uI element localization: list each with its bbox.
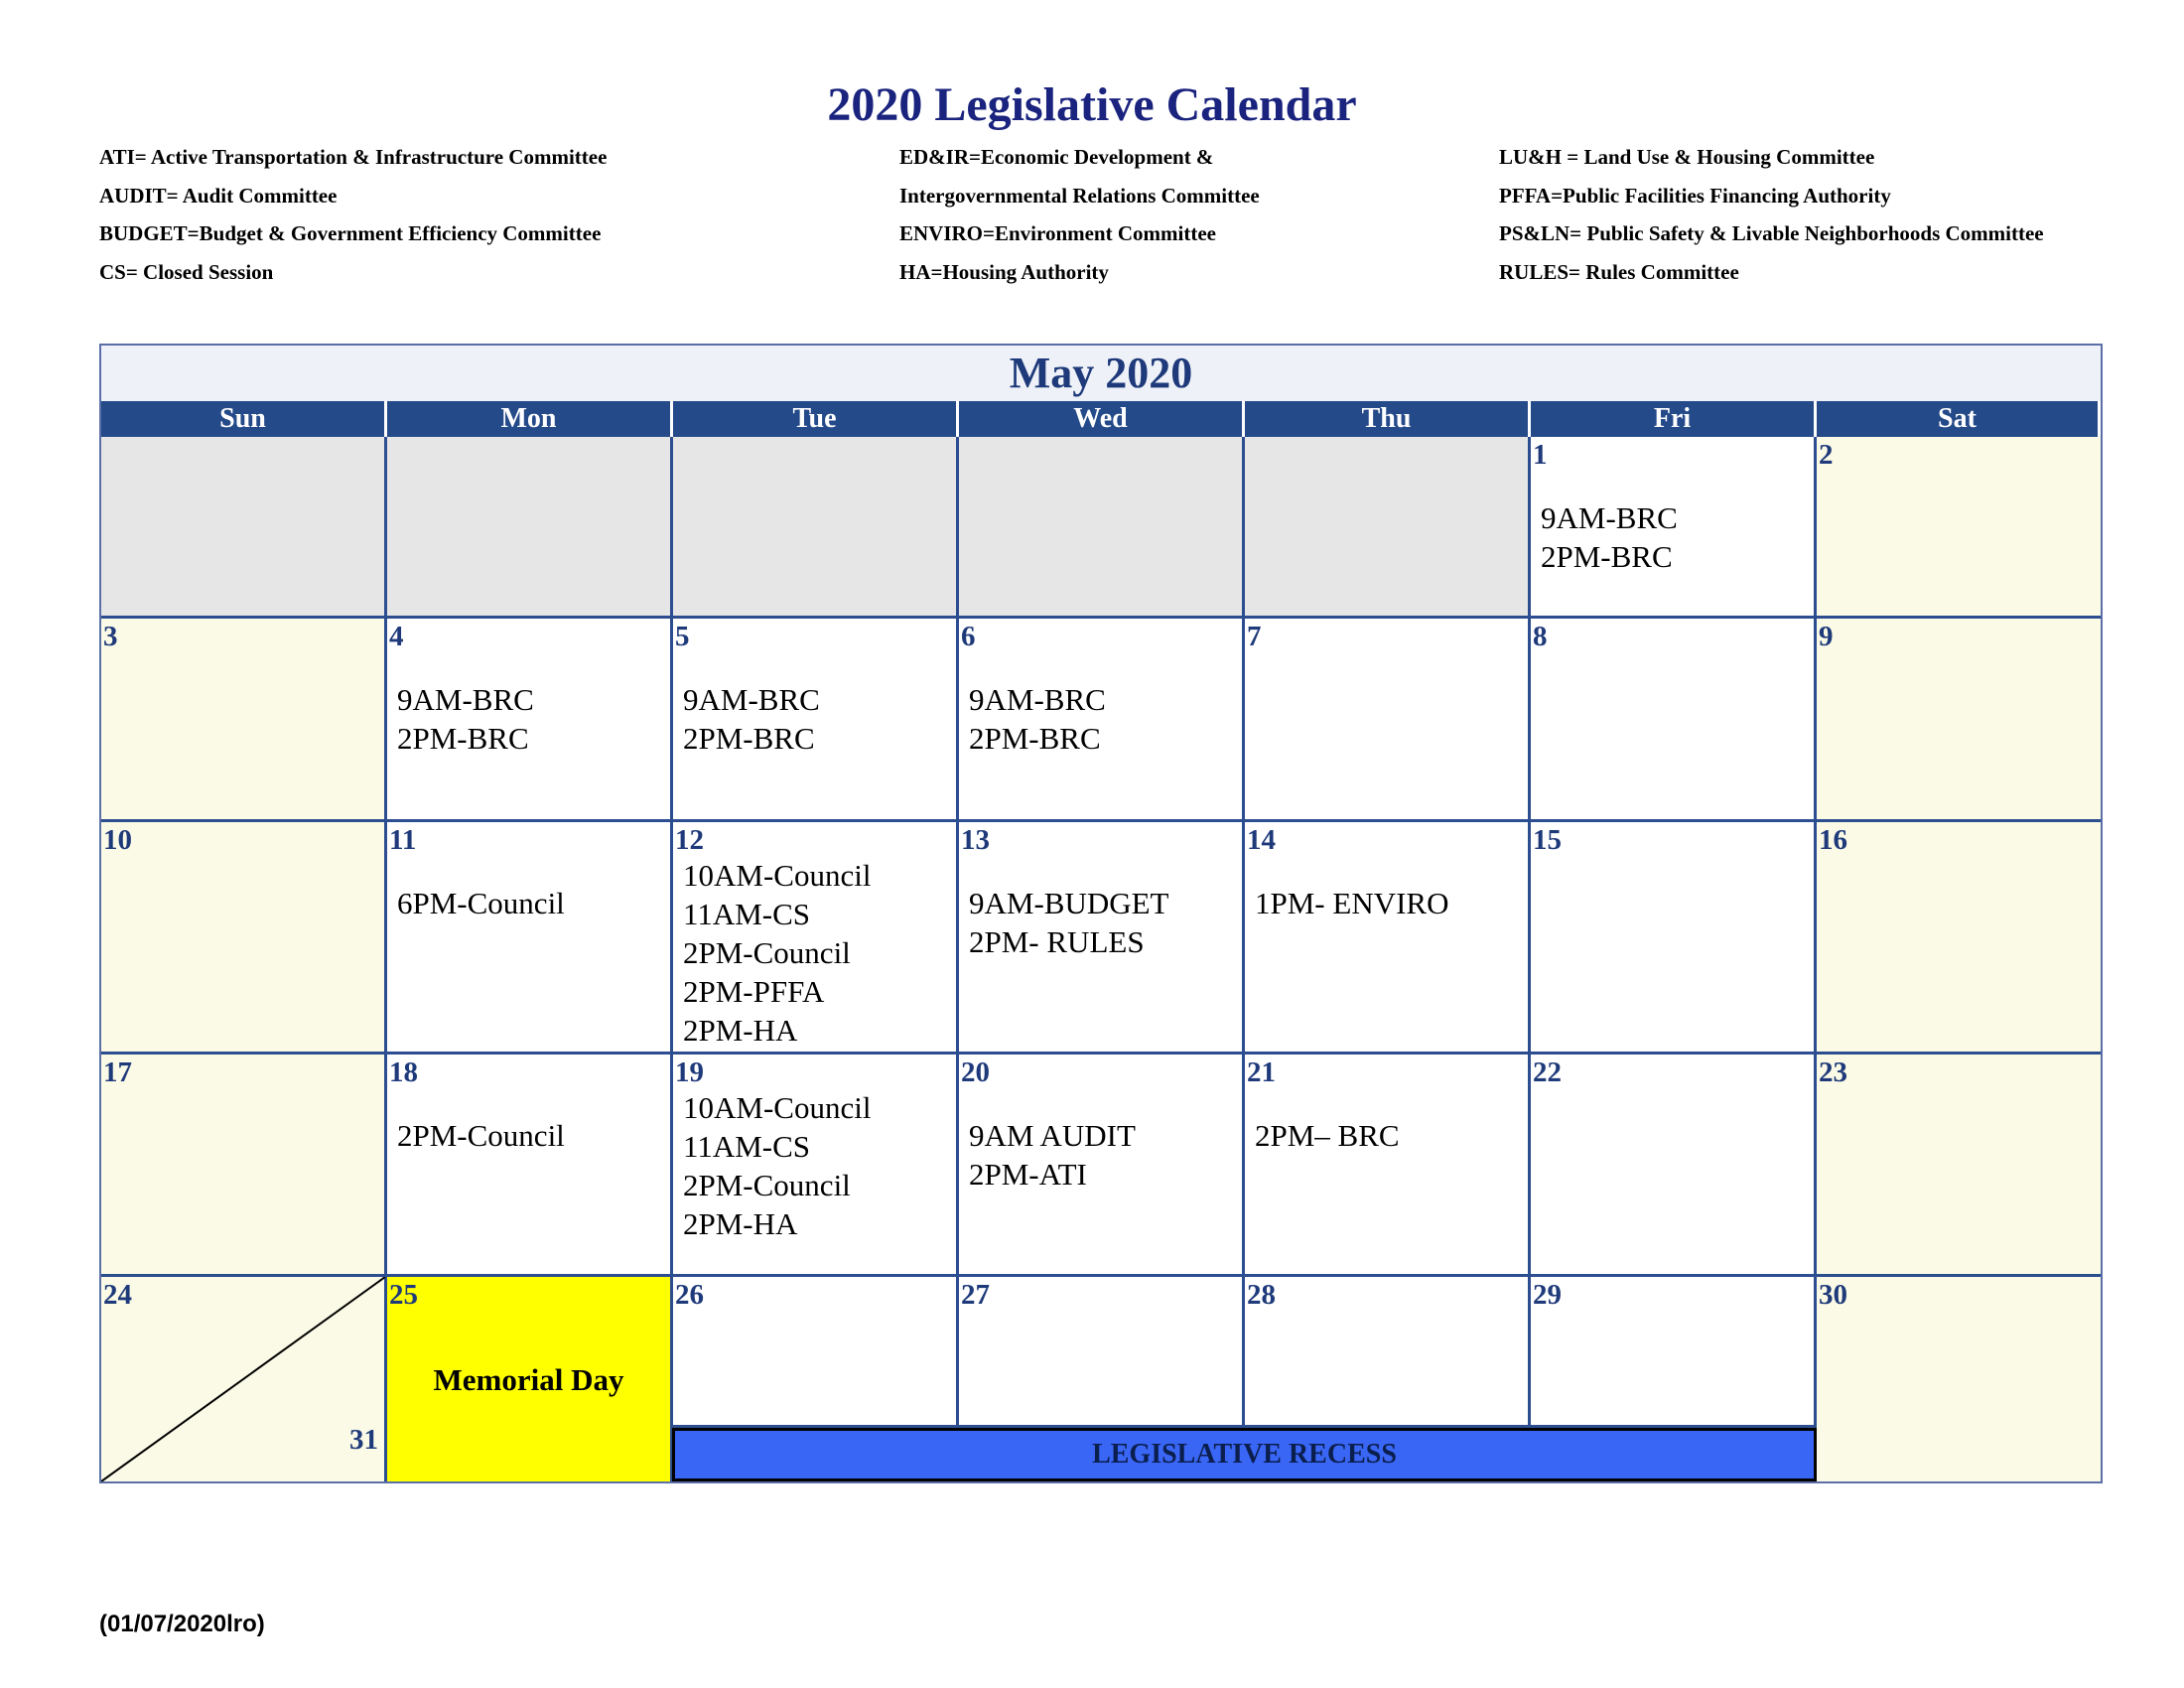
day-cell: [1817, 437, 2101, 619]
event-item: 2PM-Council: [397, 1118, 565, 1153]
day-number: 27: [961, 1279, 990, 1311]
event-item: 2PM-BRC: [683, 721, 815, 756]
empty-day-cell: [101, 437, 387, 619]
legend-column-2: [899, 142, 1260, 296]
event-list: [397, 680, 534, 758]
event-item: 2PM– BRC: [1255, 1118, 1400, 1153]
event-item: 2PM-BRC: [1541, 539, 1673, 574]
holiday-label: Memorial Day: [433, 1362, 624, 1397]
event-item: 9AM-BRC: [397, 682, 534, 717]
split-cell-diagonal: [101, 1277, 385, 1481]
day-number: 13: [961, 824, 990, 856]
empty-day-cell: [1245, 437, 1531, 619]
empty-day-cell: [959, 437, 1245, 619]
event-list: [969, 1116, 1136, 1194]
event-list: [683, 1088, 871, 1243]
day-number: 24: [103, 1279, 132, 1311]
day-number: 26: [675, 1279, 704, 1311]
day-of-week-header: Wed: [959, 401, 1245, 437]
empty-day-cell: [387, 437, 673, 619]
day-number: 8: [1533, 621, 1548, 652]
event-item: 10AM-Council: [683, 858, 872, 893]
day-cell: [101, 822, 387, 1055]
event-item: 2PM- RULES: [969, 924, 1145, 959]
day-cell: [959, 1277, 1245, 1428]
day-number: 29: [1533, 1279, 1562, 1311]
event-list: [1541, 498, 1678, 576]
event-item: 10AM-Council: [683, 1090, 872, 1125]
day-number: 10: [103, 824, 132, 856]
day-number: 14: [1247, 824, 1276, 856]
event-list: [1255, 1116, 1400, 1155]
day-cell: [101, 619, 387, 822]
day-cell: [1531, 822, 1817, 1055]
event-item: 1PM- ENVIRO: [1255, 886, 1449, 920]
event-list: [397, 884, 565, 922]
legend-column-3: [1499, 142, 2044, 296]
event-item: 9AM-BUDGET: [969, 886, 1169, 920]
day-cell: [1817, 822, 2101, 1055]
day-cell: [387, 1055, 673, 1277]
event-item: 2PM-Council: [683, 935, 851, 970]
day-number-alt: 31: [349, 1424, 378, 1456]
event-list: [683, 680, 820, 758]
legend-item: RULES= Rules Committee: [1499, 260, 1739, 285]
day-number: 6: [961, 621, 976, 652]
event-item: 9AM-BRC: [1541, 500, 1678, 535]
day-of-week-header: Fri: [1531, 401, 1817, 437]
legend-item: ATI= Active Transportation & Infrastructure Committee: [99, 145, 608, 169]
day-cell: [1531, 437, 1817, 619]
day-cell: [1531, 619, 1817, 822]
day-number: 21: [1247, 1056, 1276, 1088]
legend-item: LU&H = Land Use & Housing Committee: [1499, 145, 1875, 169]
event-list: [969, 884, 1169, 961]
day-cell: [1245, 1277, 1531, 1428]
day-cell: [387, 619, 673, 822]
legend-column-1: [99, 142, 607, 296]
day-number: 22: [1533, 1056, 1562, 1088]
day-of-week-header: Sun: [101, 401, 387, 437]
day-number: 19: [675, 1056, 704, 1088]
legend-item: Intergovernmental Relations Committee: [899, 183, 1260, 208]
day-cell: [673, 822, 959, 1055]
legislative-recess-banner: LEGISLATIVE RECESS: [672, 1428, 1817, 1481]
day-cell: [387, 1277, 673, 1481]
event-list: [969, 680, 1106, 758]
day-cell: [101, 1277, 387, 1481]
day-cell: [101, 1055, 387, 1277]
day-cell: [1817, 1055, 2101, 1277]
legend-item: BUDGET=Budget & Government Efficiency Committee: [99, 221, 602, 246]
event-item: 2PM-PFFA: [683, 974, 825, 1009]
event-item: 11AM-CS: [683, 897, 811, 931]
legend-item: ED&IR=Economic Development &: [899, 145, 1214, 169]
day-cell: [1245, 619, 1531, 822]
day-number: 25: [389, 1279, 418, 1311]
day-cell: [1817, 1277, 2101, 1481]
day-of-week-header: Tue: [673, 401, 959, 437]
legend: [0, 142, 2184, 291]
day-cell: [387, 822, 673, 1055]
day-number: 28: [1247, 1279, 1276, 1311]
day-number: 5: [675, 621, 690, 652]
event-item: 11AM-CS: [683, 1129, 811, 1164]
event-item: 2PM-Council: [683, 1168, 851, 1202]
event-item: 2PM-BRC: [397, 721, 529, 756]
event-item: 6PM-Council: [397, 886, 565, 920]
day-number: 17: [103, 1056, 132, 1088]
event-item: 9AM-BRC: [683, 682, 820, 717]
legend-item: CS= Closed Session: [99, 260, 274, 285]
empty-day-cell: [673, 437, 959, 619]
day-number: 20: [961, 1056, 990, 1088]
day-number: 9: [1819, 621, 1834, 652]
event-list: [683, 856, 871, 1050]
day-number: 18: [389, 1056, 418, 1088]
legend-item: PS&LN= Public Safety & Livable Neighborhoods Committee: [1499, 221, 2044, 246]
day-of-week-header: Mon: [387, 401, 673, 437]
event-item: 9AM AUDIT: [969, 1118, 1136, 1153]
event-list: [397, 1116, 565, 1155]
day-cell: [673, 1277, 959, 1428]
legend-item: AUDIT= Audit Committee: [99, 183, 338, 208]
page-title: 2020 Legislative Calendar: [827, 78, 1357, 131]
day-cell: [673, 1055, 959, 1277]
day-cell: [959, 822, 1245, 1055]
event-list: [1255, 884, 1448, 922]
day-number: 23: [1819, 1056, 1847, 1088]
day-number: 15: [1533, 824, 1562, 856]
day-cell: [1817, 619, 2101, 822]
calendar-grid: [99, 344, 2103, 1483]
day-of-week-header: Sat: [1817, 401, 2101, 437]
day-of-week-header: Thu: [1245, 401, 1531, 437]
day-cell: [1531, 1277, 1817, 1428]
event-item: 2PM-BRC: [969, 721, 1101, 756]
legend-item: ENVIRO=Environment Committee: [899, 221, 1216, 246]
revision-note: (01/07/2020lro): [99, 1611, 265, 1637]
event-item: 9AM-BRC: [969, 682, 1106, 717]
event-item: 2PM-ATI: [969, 1157, 1087, 1192]
day-number: 1: [1533, 439, 1548, 471]
day-number: 4: [389, 621, 404, 652]
day-number: 2: [1819, 439, 1834, 471]
day-cell: [1245, 822, 1531, 1055]
day-number: 3: [103, 621, 118, 652]
event-item: 2PM-HA: [683, 1013, 798, 1048]
day-cell: [673, 619, 959, 822]
day-number: 11: [389, 824, 417, 856]
day-number: 30: [1819, 1279, 1847, 1311]
day-number: 7: [1247, 621, 1262, 652]
legend-item: HA=Housing Authority: [899, 260, 1109, 285]
legend-item: PFFA=Public Facilities Financing Authority: [1499, 183, 1891, 208]
day-number: 12: [675, 824, 704, 856]
day-cell: [959, 1055, 1245, 1277]
day-number: 16: [1819, 824, 1847, 856]
day-cell: [1531, 1055, 1817, 1277]
day-cell: [959, 619, 1245, 822]
event-item: 2PM-HA: [683, 1206, 798, 1241]
month-title: May 2020: [101, 346, 2101, 401]
day-cell: [1245, 1055, 1531, 1277]
